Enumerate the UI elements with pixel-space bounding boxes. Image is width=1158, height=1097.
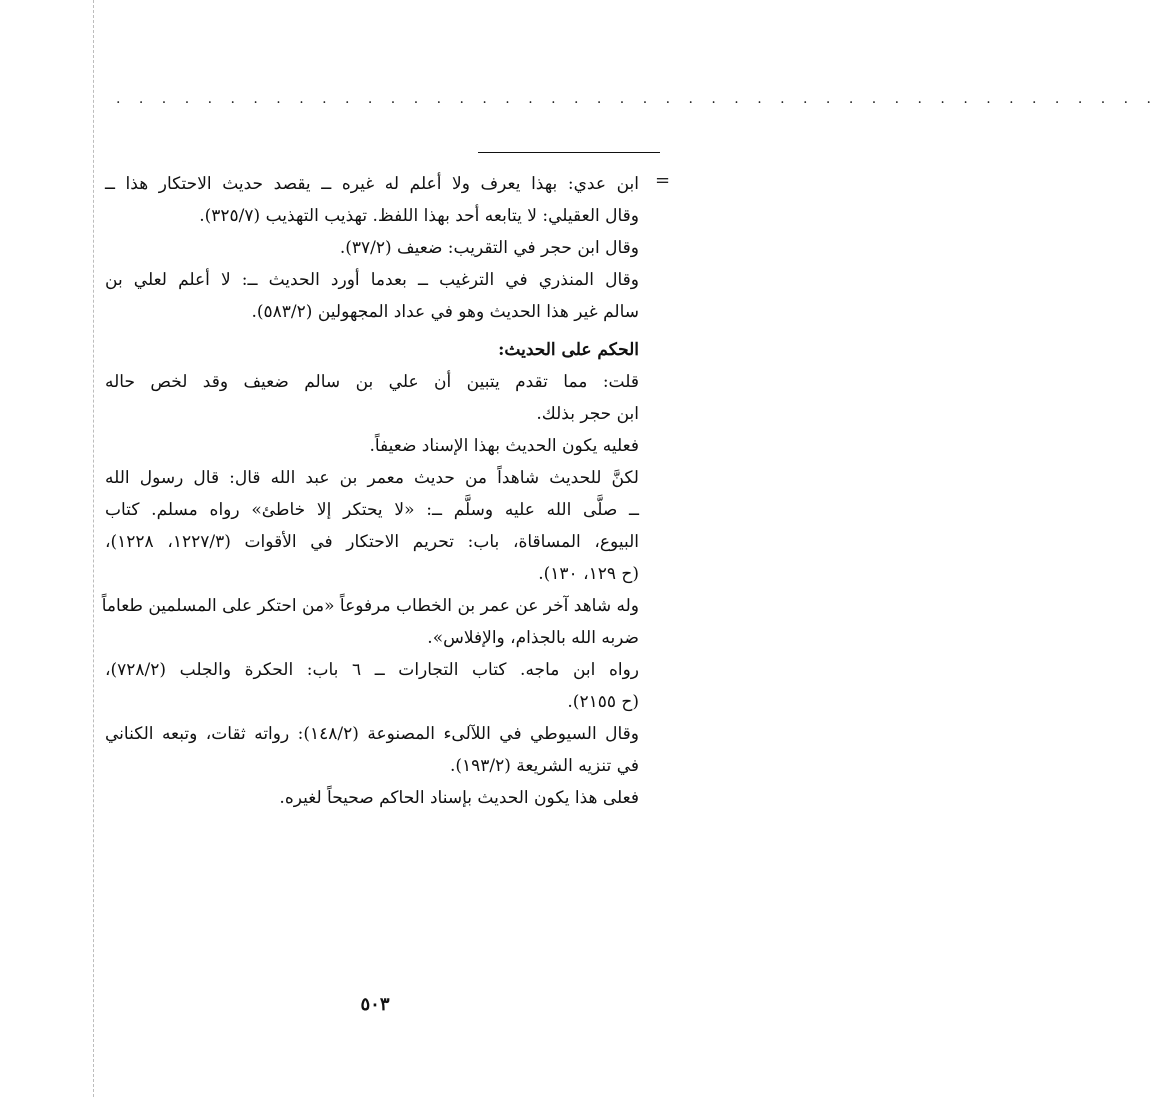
body-line: ضربه الله بالجذام، والإفلاس». [427, 628, 639, 648]
body-line: فعلى هذا يكون الحديث بإسناد الحاكم صحيحاً لغيره. [279, 788, 639, 808]
dotted-separator: . . . . . . . . . . . . . . . . . . . . . . . . . . . . . . . . . . . . . . . . . . . . . . [116, 91, 1158, 107]
page-number: ٥٠٣ [360, 994, 390, 1015]
body-line: (ح ١٢٩، ١٣٠). [538, 564, 639, 584]
body-line: في تنزيه الشريعة (١٩٣/٢). [449, 756, 639, 776]
footnote-line: وقال ابن حجر في التقريب: ضعيف (٣٧/٢). [339, 238, 639, 258]
body-line: ابن حجر بذلك. [536, 404, 639, 424]
body-line: وله شاهد آخر عن عمر بن الخطاب مرفوعاً «من احتكر على المسلمين طعاماً [101, 596, 639, 616]
body-line: فعليه يكون الحديث بهذا الإسناد ضعيفاً. [369, 436, 639, 456]
footnote-continuation-mark: = [655, 170, 671, 191]
footnote-line: سالم غير هذا الحديث وهو في عداد المجهولين (٥٨٣/٢). [251, 302, 639, 322]
footnote-line: وقال المنذري في الترغيب ــ بعدما أورد الحديث ــ: لا أعلم لعلي بن [105, 270, 639, 290]
body-line: ــ صلَّى الله عليه وسلَّم ــ: «لا يحتكر إلا خاطئ» رواه مسلم. كتاب [105, 500, 639, 520]
body-line: (ح ٢١٥٥). [567, 692, 639, 712]
page-body [101, 168, 639, 814]
body-line: رواه ابن ماجه. كتاب التجارات ــ ٦ باب: الحكرة والجلب (٧٢٨/٢)، [105, 660, 639, 680]
body-line: وقال السيوطي في اللآلىء المصنوعة (١٤٨/٢): رواته ثقات، وتبعه الكناني [105, 724, 639, 744]
footnote-line: وقال العقيلي: لا يتابعه أحد بهذا اللفظ. تهذيب التهذيب (٣٢٥/٧). [199, 206, 639, 226]
body-line: لكنَّ للحديث شاهداً من حديث معمر بن عبد الله قال: قال رسول الله [105, 468, 639, 488]
margin-guide-line [93, 0, 94, 1097]
body-line: البيوع، المساقاة، باب: تحريم الاحتكار في الأقوات (١٢٢٧/٣، ١٢٢٨)، [105, 532, 639, 552]
body-line: قلت: مما تقدم يتبين أن علي بن سالم ضعيف وقد لخص حاله [105, 372, 639, 392]
footnote-rule [478, 152, 660, 153]
section-heading: الحكم على الحديث: [498, 340, 639, 360]
footnote-line: ابن عدي: بهذا يعرف ولا أعلم له غيره ــ يقصد حديث الاحتكار هذا ــ [105, 174, 639, 194]
